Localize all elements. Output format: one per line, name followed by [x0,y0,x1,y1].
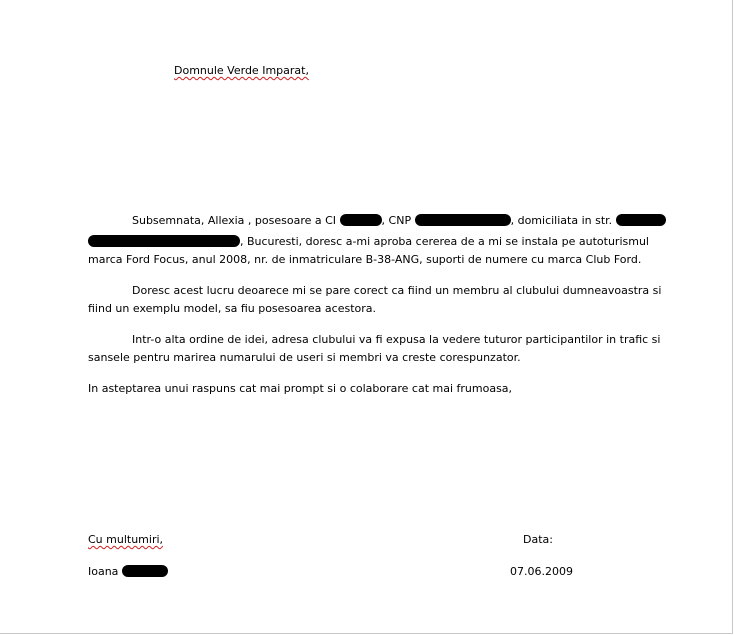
date-label-text: Data: [523,533,553,546]
salutation-text: Domnule Verde Imparat, [174,64,309,77]
p1-line1-part-c: , domiciliata in str. [510,214,616,227]
paragraph-3-line-2 [88,351,521,365]
paragraph-2-line-1 [132,284,661,298]
redacted-cnp [415,214,511,226]
date-label [523,533,553,547]
signoff-text: Cu multumiri, [88,533,164,546]
redacted-street [616,214,666,226]
closing-line-text: In asteptarea unui raspuns cat mai prompt si o colaborare cat mai frumoasa, [88,382,513,395]
date-value-text: 07.06.2009 [510,565,573,578]
paragraph-1-line-3 [88,253,641,267]
p3-line2-text: sansele pentru marirea numarului de useri si membri va creste corespunzator. [88,351,521,364]
signer-name [88,565,168,579]
salutation [174,64,309,78]
redacted-ci-number [340,214,382,226]
p1-line2-text: , Bucuresti, doresc a-mi aproba cererea de a mi se instala pe autoturismul [240,235,649,248]
paragraph-3-line-1 [132,333,660,347]
date-value [510,565,573,579]
p3-line1-text: Intr-o alta ordine de idei, adresa clubului va fi expusa la vedere tuturor participantilor in trafic si [132,333,661,346]
p1-line1-part-b: , CNP [381,214,415,227]
p2-line2-text: fiind un exemplu model, sa fiu posesoarea acestora. [88,302,377,315]
signoff [88,533,163,547]
redacted-surname [122,565,168,577]
paragraph-2-line-2 [88,302,376,316]
redacted-address [88,235,240,247]
p1-line3-text: marca Ford Focus, anul 2008, nr. de inmatriculare B-38-ANG, suporti de numere cu marca Club Ford. [88,253,642,266]
closing-line [88,382,512,396]
paragraph-1-line-1 [132,214,666,228]
paragraph-1-line-2 [88,235,649,249]
signer-first-name: Ioana [88,565,119,578]
p2-line1-text: Doresc acest lucru deoarece mi se pare corect ca fiind un membru al clubului dumneavoastra si [132,284,662,297]
p1-line1-part-a: Subsemnata, Allexia , posesoare a CI [132,214,340,227]
